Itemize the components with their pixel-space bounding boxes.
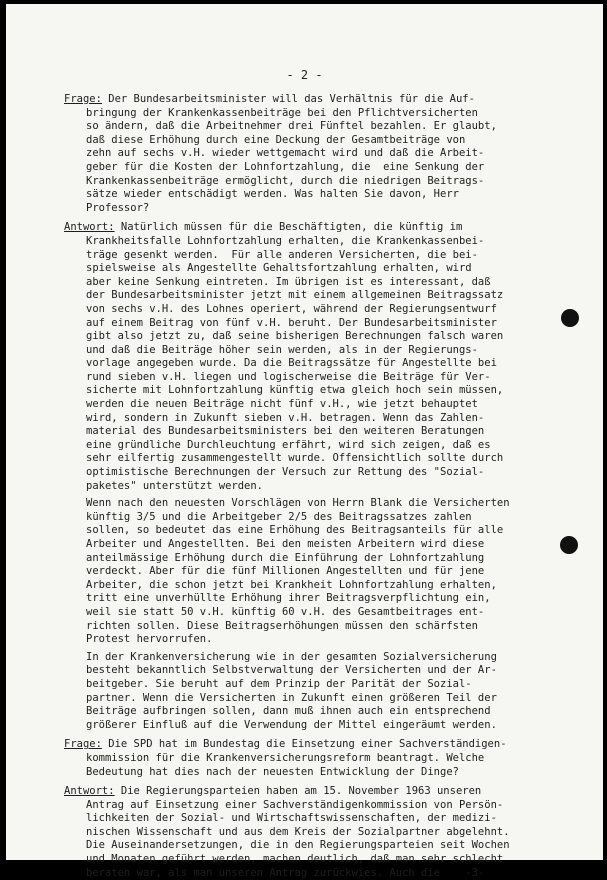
text-line: paketes" unterstützt werden. — [86, 479, 264, 492]
text-line: daß diese Erhöhung durch eine Deckung der Gesamtbeiträge von — [86, 133, 466, 146]
text-line: Krankheitsfalle Lohnfortzahlung erhalten, die Krankenkassenbei- — [86, 234, 485, 247]
text-line: In der Krankenversicherung wie in der gesamten Sozialversicherung — [86, 650, 497, 663]
text-line: wird, sondern in Zukunft sieben v.H. betragen. Wenn das Zahlen- — [86, 411, 485, 424]
text-line: sätze wieder entschädigt werden. Was halten Sie davon, Herr — [86, 188, 459, 201]
question-label: Frage: — [64, 738, 102, 751]
text-line: werden die neuen Beiträge nicht fünf v.H., wie jetzt behauptet — [86, 398, 478, 411]
text-line: Krankenkassenbeiträge ermöglicht, durch die niedrigen Beitrags- — [86, 174, 485, 187]
question-label: Frage: — [64, 93, 102, 105]
text-line: Arbeiter und Angestellten. Bei den meisten Arbeitern wird diese — [86, 538, 485, 550]
text-line: weil sie statt 50 v.H. künftig 60 v.H. des Gesamtbeitrages ent- — [86, 605, 485, 618]
answer-label: Antwort: — [64, 785, 115, 798]
text-line: Protest hervorrufen. — [86, 633, 213, 646]
text-line: Die Auseinandersetzungen, die in den Regierungsparteien seit Wochen — [86, 839, 510, 852]
text-line: der Bundesarbeitsminister jetzt mit einem allgemeinen Beitragssatz — [86, 289, 504, 302]
text-line: besteht bekanntlich Selbstverwaltung der Versicherten und der Ar- — [86, 664, 497, 677]
text-line: sicherte mit Lohnfortzahlung künftig etwa gleich hoch sein müssen, — [86, 384, 504, 397]
question-2-first-line: Frage: Die SPD hat im Bundestag die Einsetzung einer Sachverständigen- — [64, 738, 507, 751]
text-line: Wenn nach den neuesten Vorschlägen von Herrn Blank die Versicherten — [86, 497, 510, 510]
text-line: und daß die Beiträge höher sein werden, als in der Regierungs- — [86, 343, 478, 356]
answer-1-paragraph-3 — [64, 651, 590, 733]
text-line: lichkeiten der Sozial- und Wirtschaftswissenschaften, der medizi- — [86, 812, 497, 825]
document-page — [6, 4, 603, 879]
text-line: Professor? — [86, 201, 150, 214]
text-line: bringung der Krankenkassenbeiträge bei den Pflichtversicherten — [86, 106, 478, 119]
answer-2-first-line: Antwort: Die Regierungsparteien haben am 15. November 1963 unseren — [64, 785, 482, 798]
text-line: verdeckt. Aber für die fünf Millionen Angestellten und für jene — [86, 565, 485, 578]
question-1-first-line: Frage: Der Bundesarbeitsminister will das Verhältnis für die Auf- — [64, 93, 475, 105]
question-1 — [64, 93, 590, 215]
text-line: größerer Einfluß auf die Verwendung der Mittel eingeräumt werden. — [86, 718, 497, 731]
text-line: sehr eilfertig zusammengestellt wurde. Offensichtlich sollte durch — [86, 452, 504, 465]
text-line: anteilmässige Erhöhung durch die Einführung der Lohnfortzahlung — [86, 551, 485, 564]
document-body — [64, 93, 590, 880]
text-line: nischen Wissenschaft und aus dem Kreis der Sozialpartner abgelehnt. — [86, 825, 510, 838]
text-line: spielsweise als Angestellte Gehaltsfortzahlung erhalten, wird — [86, 262, 472, 275]
answer-2 — [64, 785, 590, 880]
text-line: so ändern, daß die Arbeitnehmer drei Fünftel bezahlen. Er glaubt, — [86, 120, 497, 133]
text-line: und Monaten geführt werden, machen deutlich, daß man sehr schlecht — [86, 853, 504, 866]
text-line: von sechs v.H. des Lohnes operiert, während der Regierungsentwurf — [86, 302, 497, 315]
text-line: beraten war, als man unseren Antrag zurückwies. Auch die -3- — [86, 866, 485, 879]
text-line: kommission für die Krankenversicherungsreform beantragt. Welche — [86, 751, 485, 764]
page-number: - 2 - — [286, 68, 323, 82]
text-line: künftig 3/5 und die Arbeitgeber 2/5 des Beitragssatzes zahlen — [86, 510, 472, 523]
answer-1 — [64, 221, 590, 732]
text-line: träge gesenkt werden. Für alle anderen Versicherten, die bei- — [86, 248, 478, 261]
text-line: tritt eine unverhüllte Erhöhung ihrer Beitragsverpflichtung ein, — [86, 592, 491, 605]
text-line: beitgeber. Sie beruht auf dem Prinzip der Parität der Sozial- — [86, 677, 472, 690]
text-line: zehn auf sechs v.H. wieder wettgemacht wird und daß die Arbeit- — [86, 147, 485, 160]
answer-label: Antwort: — [64, 221, 115, 234]
answer-1-paragraph-2 — [64, 497, 590, 647]
text-line: Beiträge aufbringen sollen, dann muß ihnen auch ein entsprechend — [86, 705, 491, 718]
text-line: eine gründliche Durchleuchtung erfährt, wird sich zeigen, daß es — [86, 438, 491, 451]
question-2 — [64, 738, 590, 779]
text-line: gibt also jetzt zu, daß seine bisherigen Berechnungen falsch waren — [86, 330, 504, 343]
answer-1-first-line: Antwort: Natürlich müssen für die Beschäftigten, die künftig im — [64, 221, 463, 234]
text-line: Bedeutung hat dies nach der neuesten Entwicklung der Dinge? — [86, 765, 459, 778]
text-line: partner. Wenn die Versicherten in Zukunft einen größeren Teil der — [86, 691, 497, 704]
text-line: aber keine Senkung eintreten. Im übrigen ist es interessant, daß — [86, 275, 491, 288]
text-line: rund sieben v.H. liegen und logischerweise die Beiträge für Ver- — [86, 370, 491, 383]
text-line: vorlage angegeben wurde. Da die Beitragssätze für Angestellte bei — [86, 357, 497, 370]
text-line: Antrag auf Einsetzung einer Sachverständigenkommission von Persön- — [86, 798, 504, 811]
text-line: Arbeiter, die schon jetzt bei Krankheit Lohnfortzahlung erhalten, — [86, 578, 497, 591]
text-line: auf einem Beitrag von fünf v.H. beruht. Der Bundesarbeitsminister — [86, 316, 497, 329]
text-line: richten sollen. Diese Beitragserhöhungen müssen den schärfsten — [86, 619, 478, 632]
text-line: sollen, so bedeutet das eine Erhöhung des Beitragsanteils für alle — [86, 524, 504, 537]
text-line: material des Bundesarbeitsministers bei den weiteren Beratungen — [86, 425, 485, 438]
text-line: geber für die Kosten der Lohnfortzahlung, die eine Senkung der — [86, 160, 485, 173]
text-line: optimistische Berechnungen der Versuch zur Rettung des "Sozial- — [86, 466, 485, 479]
